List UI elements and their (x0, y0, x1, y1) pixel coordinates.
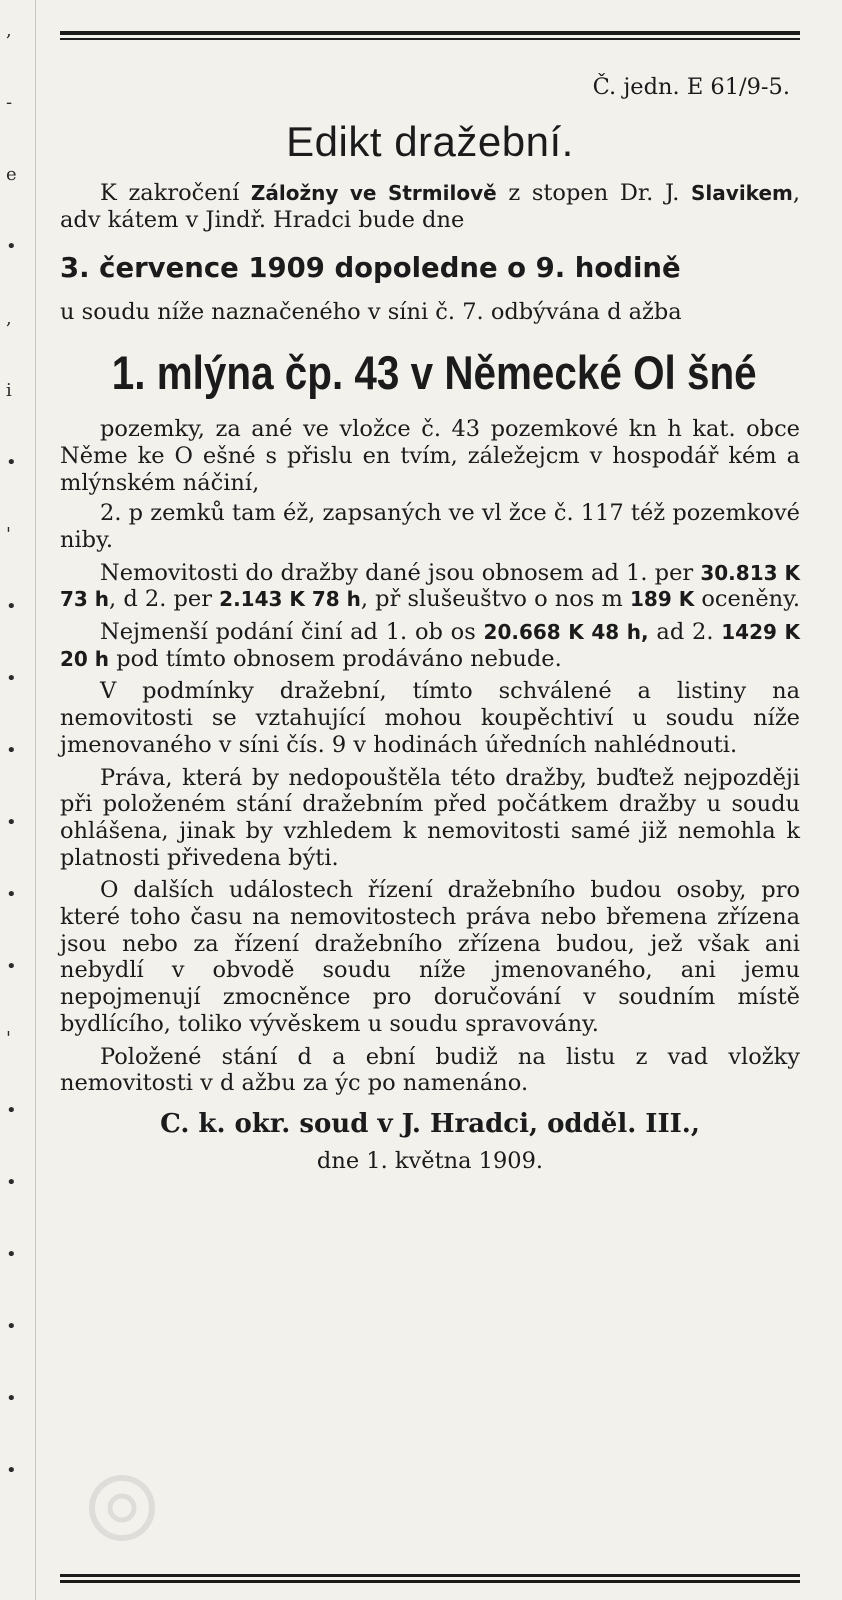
gutter-mark: , (6, 308, 12, 329)
gutter-mark: • (6, 1316, 17, 1337)
gutter-mark: - (6, 92, 13, 113)
edict-column (60, 60, 800, 1174)
item1-heading: 1. mlýna čp. 43 v Německé Ol šné (111, 346, 757, 400)
intro-text-2: z stopen Dr. J. (496, 180, 692, 206)
gutter-mark: ' (6, 1028, 11, 1049)
intro-text-1: K zakročení (100, 180, 251, 206)
gutter-mark: • (6, 1388, 17, 1409)
gutter-mark: • (6, 596, 17, 617)
left-margin-strip (0, 0, 36, 1600)
gutter-mark: • (6, 812, 17, 833)
gutter-mark: • (6, 452, 17, 473)
gutter-mark: ' (6, 524, 11, 545)
valuation-amount-2: 2.143 K 78 h (219, 587, 361, 612)
posting-paragraph: Položené stání d a ební budiž na listu z vad vložky nemovitosti v d ažbu za ýc po namenáno. (60, 1043, 800, 1097)
edict-title: Edikt dražební. (286, 118, 574, 165)
intro-lawyer-name: Slavikem (691, 181, 793, 205)
intro-bank-name: Záložny ve Strmilově (250, 181, 497, 205)
minimum-text-3: pod tímto obnosem prodáváno nebude. (109, 645, 562, 672)
intro-paragraph (60, 180, 800, 233)
minimum-text-1: Nejmenší podání činí ad 1. ob os (100, 619, 484, 646)
issue-date: dne 1. května 1909. (316, 1147, 544, 1174)
valuation-paragraph (60, 560, 800, 613)
top-rule (60, 31, 800, 35)
case-reference: Č. jedn. E 61/9-5. (592, 74, 790, 100)
minimum-bid-paragraph (60, 619, 800, 672)
valuation-amount-1: 30.813 K 73 h (60, 560, 801, 612)
valuation-text-2: , d 2. per (109, 586, 220, 613)
minimum-text-2: ad 2. (648, 619, 722, 646)
gutter-mark: • (6, 1244, 17, 1265)
column-divider (35, 0, 36, 1600)
watermark-icon (82, 1468, 162, 1548)
gutter-mark: , (6, 20, 12, 41)
top-rule-thin (60, 38, 800, 40)
gutter-mark: • (6, 884, 17, 905)
gutter-mark: • (6, 1172, 17, 1193)
gutter-mark: e (6, 164, 17, 185)
auction-date: 3. července 1909 dopoledne o 9. hodině (60, 252, 681, 285)
further-events-paragraph: O dalších událostech řízení dražebního budou osoby, pro které toho času na nemovitostech práva nebo břemena zřízena jsou nebo za řízení dražebního zřízena budou, jež však ani nebydlí v obvodě soudu níže jmenovaného, ani jemu nepojmenují zmocněnce pro doručování v soudním místě bydlícího, toliko vývěskem u soudu spravovány. (60, 877, 800, 1037)
gutter-mark: • (6, 1100, 17, 1121)
bottom-rule-2 (60, 1580, 800, 1583)
minimum-amount-1: 20.668 K 48 h, (483, 620, 649, 645)
gutter-mark: i (6, 380, 12, 401)
valuation-text-3: , př slušeuštvo o nos m (360, 586, 630, 613)
valuation-amount-3: 189 K (630, 587, 695, 612)
court-signature: C. k. okr. soud v J. Hradci, odděl. III., (160, 1108, 700, 1139)
gutter-mark: • (6, 740, 17, 761)
rights-paragraph: Práva, která by nedopouštěla této dražby, buďtež nejpozději při položeném stání dražebním před počátkem dražby u soudu ohlášena, jinak by vzhledem k nemovitosti samé již nemohla k platnosti přivedena býti. (60, 764, 800, 871)
gutter-mark: • (6, 956, 17, 977)
intro-text-3: , adv kátem v Jindř. Hradci bude dne (60, 180, 801, 233)
gutter-mark: • (6, 668, 17, 689)
minimum-amount-2: 1429 K 20 h (60, 620, 801, 671)
bottom-rule (60, 1574, 800, 1577)
conditions-paragraph: V podmínky dražební, tímto schválené a listiny na nemovitosti se vztahující mohou koupěchtiví u soudu níže jmenovaného v síni čís. 9 v hodinách úředních nahlédnouti. (60, 678, 800, 758)
item1-description: pozemky, za ané ve vložce č. 43 pozemkové kn h kat. obce Něme ke O ešné s přislu en tvím, záležejcm v hospodář kém a mlýnském náčiní, (60, 416, 800, 496)
venue-paragraph: u soudu níže naznačeného v síni č. 7. odbývána d ažba (60, 299, 682, 326)
gutter-mark: • (6, 236, 17, 257)
valuation-text-1: Nemovitosti do dražby dané jsou obnosem ad 1. per (100, 559, 701, 586)
gutter-mark: • (6, 1460, 17, 1481)
item2-description: 2. p zemků tam éž, zapsaných ve vl žce č. 117 též pozemkové niby. (60, 500, 800, 553)
valuation-text-4: oceněny. (694, 586, 801, 613)
